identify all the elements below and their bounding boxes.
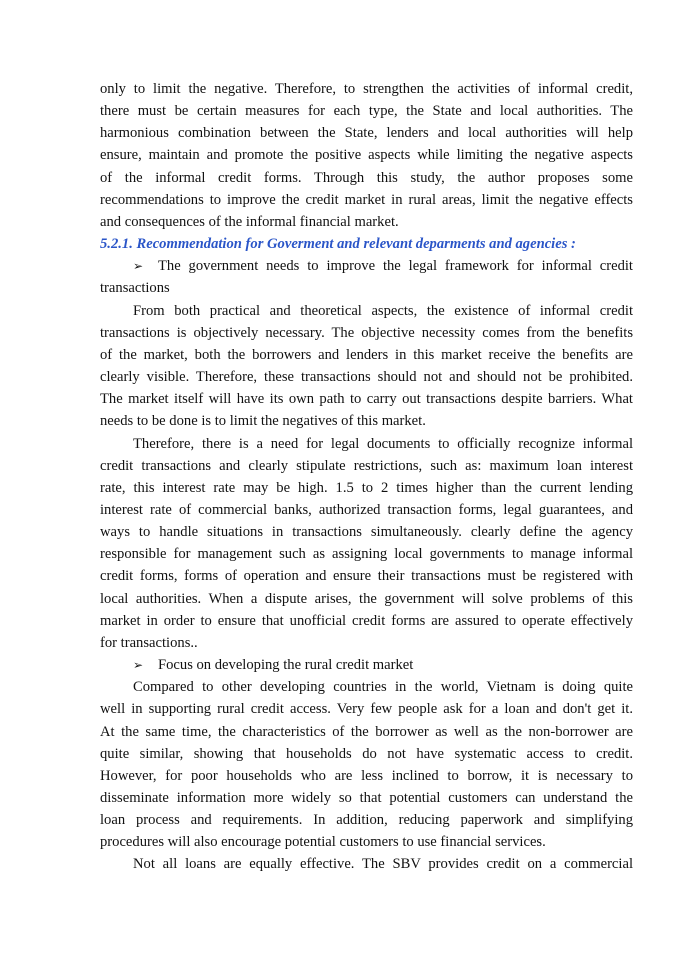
text-line: clearly visible. Therefore, these transactions should not and should not be prohibited. [100, 369, 633, 386]
text-line: credit transactions and clearly stipulate restrictions, such as: maximum loan interest [100, 457, 633, 474]
text-line: only to limit the negative. Therefore, to strengthen the activities of informal credit, [100, 81, 633, 97]
text-line: well in supporting rural credit access. Very few people ask for a loan and don't get it. [100, 701, 633, 718]
text-line: procedures will also encourage potential customers to use financial services. [100, 834, 546, 851]
text-line: credit forms, forms of operation and ensure their transactions must be registered with [100, 568, 633, 585]
paragraph [100, 78, 633, 233]
paragraph [100, 853, 633, 875]
text-line: ways to handle situations in transactions simultaneously. clearly define the agency [100, 524, 633, 541]
text-line: of the informal credit forms. Through this study, the author proposes some [100, 169, 633, 186]
text-line: loan process and requirements. In addition, reducing paperwork and simplifying [100, 812, 633, 829]
text-line: transactions is objectively necessary. The objective necessity comes from the benefits [100, 324, 633, 341]
text-line: From both practical and theoretical aspects, the existence of informal credit [133, 302, 633, 319]
heading-text: 5.2.1. Recommendation for Goverment and relevant deparments and agencies : [100, 236, 576, 253]
text-line: Compared to other developing countries in the world, Vietnam is doing quite [133, 679, 633, 696]
paragraph [100, 676, 633, 853]
section-heading [100, 233, 633, 255]
document-page [100, 78, 633, 876]
text-line: interest rate of commercial banks, authorized transaction forms, legal guarantees, and [100, 501, 633, 518]
text-line: ensure, maintain and promote the positive aspects while limiting the negative aspects [100, 147, 633, 164]
text-line: of the market, both the borrowers and lenders in this market receive the benefits are [100, 346, 633, 363]
text-line: Therefore, there is a need for legal documents to officially recognize informal [133, 435, 633, 452]
text-line: there must be certain measures for each type, the State and local authorities. The [100, 103, 633, 120]
text-line: disseminate information more widely so that potential customers can understand the [100, 790, 633, 806]
bullet-line [100, 654, 633, 676]
arrow-bullet-icon: ➢ [133, 658, 144, 673]
bullet-text: The government needs to improve the legal framework for informal credit [158, 258, 633, 275]
text-line: At the same time, the characteristics of the borrower as well as the non-borrower are [100, 723, 633, 740]
bullet-line [100, 255, 633, 277]
bullet-text: Focus on developing the rural credit market [158, 657, 414, 674]
text-line: transactions [100, 280, 170, 297]
text-line: market in order to ensure that unofficial credit forms are assured to operate effectively [100, 612, 633, 629]
paragraph [100, 433, 633, 655]
text-line: local authorities. When a dispute arises, the government will solve problems of this [100, 590, 633, 607]
text-line: However, for poor households who are less inclined to borrow, it is necessary to [100, 767, 633, 784]
text-line: The market itself will have its own path to carry out transactions despite barriers. What [100, 391, 633, 408]
text-line: and consequences of the informal financial market. [100, 213, 399, 230]
text-line: quite similar, showing that households do not have systematic access to credit. [100, 745, 633, 762]
bullet-item [100, 255, 633, 299]
paragraph [100, 300, 633, 433]
text-line: Not all loans are equally effective. The SBV provides credit on a commercial [133, 856, 633, 873]
text-line: needs to be done is to limit the negatives of this market. [100, 413, 426, 430]
text-line: for transactions.. [100, 634, 198, 651]
bullet-item [100, 654, 633, 676]
text-line: rate, this interest rate may be high. 1.5 to 2 times higher than the current lending [100, 479, 633, 496]
text-line: harmonious combination between the State, lenders and local authorities will help [100, 125, 633, 142]
text-line: recommendations to improve the credit market in rural areas, limit the negative effects [100, 191, 633, 208]
text-line: responsible for management such as assigning local governments to manage informal [100, 546, 633, 563]
arrow-bullet-icon: ➢ [133, 259, 144, 274]
